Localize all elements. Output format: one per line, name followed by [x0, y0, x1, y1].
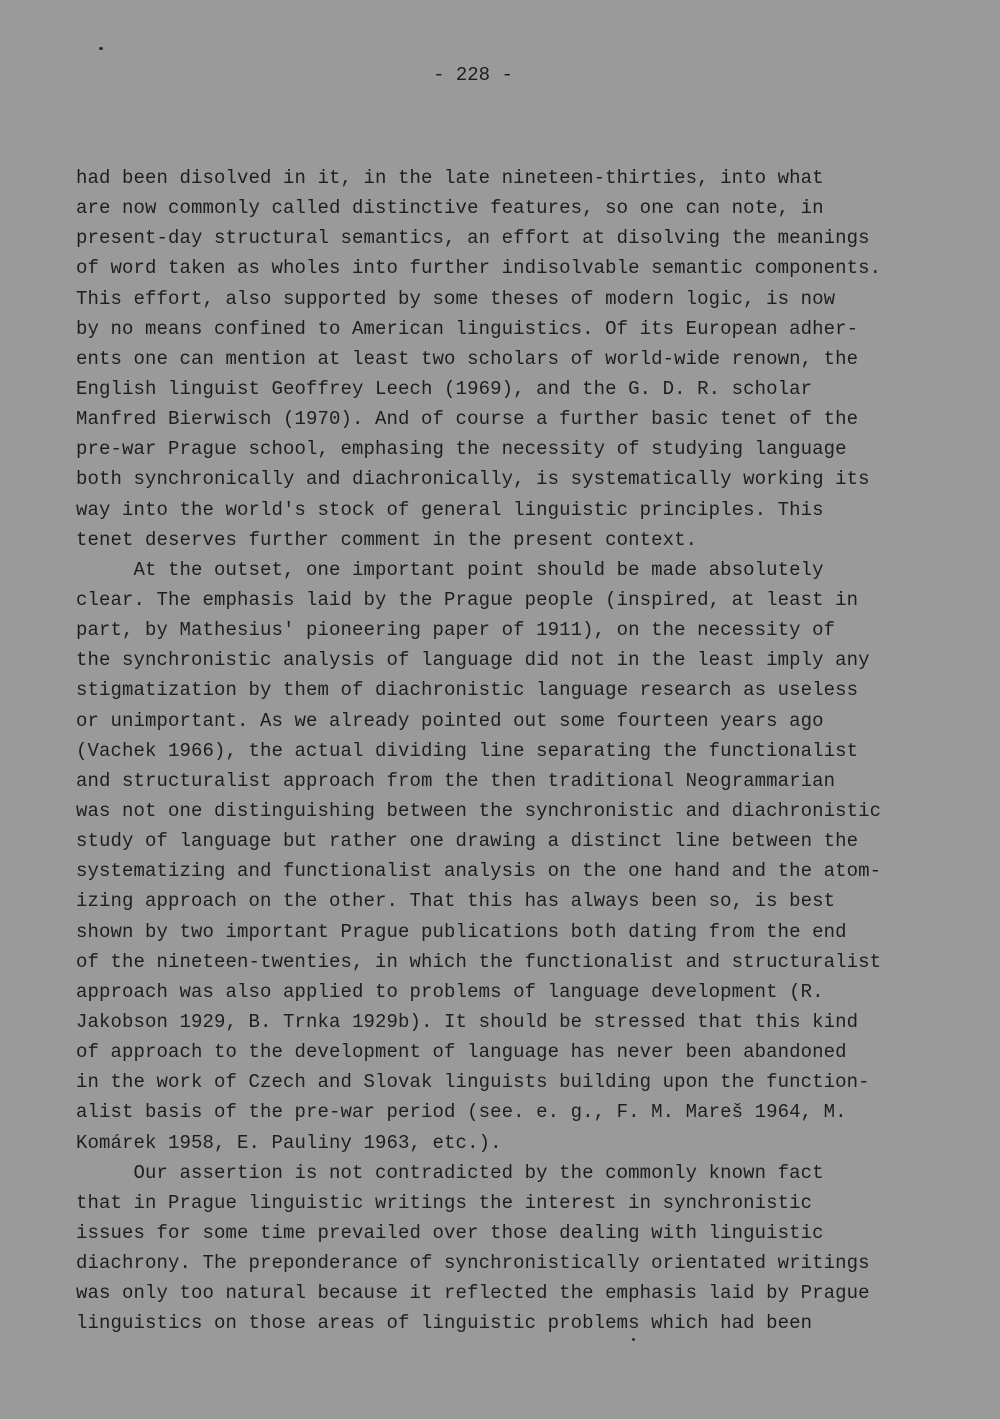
text-line: English linguist Geoffrey Leech (1969), and the G. D. R. scholar [76, 377, 813, 400]
text-line: Manfred Bierwisch (1970). And of course a further basic tenet of the [76, 408, 859, 431]
text-line: Komárek 1958, E. Pauliny 1963, etc.). [76, 1131, 502, 1154]
text-line: This effort, also supported by some theses of modern logic, is now [76, 287, 836, 310]
text-line: izing approach on the other. That this has always been so, is best [76, 890, 836, 913]
text-line: of approach to the development of language has never been abandoned [76, 1041, 847, 1064]
text-line: of word taken as wholes into further indisolvable semantic components. [76, 257, 882, 280]
text-line: was not one distinguishing between the synchronistic and diachronistic [76, 799, 882, 822]
text-line: was only too natural because it reflected the emphasis laid by Prague [76, 1282, 870, 1305]
text-line: systematizing and functionalist analysis on the one hand and the atom- [76, 860, 882, 883]
text-line: both synchronically and diachronically, is systematically working its [76, 468, 870, 491]
text-line: linguistics on those areas of linguistic problems which had been [76, 1312, 813, 1335]
text-line: way into the world's stock of general linguistic principles. This [76, 498, 824, 521]
text-line: of the nineteen-twenties, in which the functionalist and structuralist [76, 950, 882, 973]
text-line: shown by two important Prague publications both dating from the end [76, 920, 847, 943]
text-line: Jakobson 1929, B. Trnka 1929b). It should be stressed that this kind [76, 1010, 859, 1033]
text-line: ents one can mention at least two scholars of world-wide renown, the [76, 347, 859, 370]
text-line: present-day structural semantics, an effort at disolving the meanings [76, 227, 870, 250]
text-line: tenet deserves further comment in the present context. [76, 528, 698, 551]
text-line: the synchronistic analysis of language did not in the least imply any [76, 649, 870, 672]
text-line: that in Prague linguistic writings the interest in synchronistic [76, 1191, 813, 1214]
text-line: had been disolved in it, in the late nineteen-thirties, into what [76, 167, 824, 189]
text-line: alist basis of the pre-war period (see. e. g., F. M. Mareš 1964, M. [76, 1101, 847, 1124]
text-line: by no means confined to American linguistics. Of its European adher- [76, 317, 859, 340]
text-line: or unimportant. As we already pointed out some fourteen years ago [76, 709, 824, 732]
text-line: approach was also applied to problems of language development (R. [76, 980, 824, 1003]
page-number: - 228 - [433, 64, 513, 86]
scan-speck [99, 47, 103, 50]
text-line: diachrony. The preponderance of synchronistically orientated writings [76, 1252, 870, 1275]
text-line: At the outset, one important point should be made absolutely [76, 558, 824, 581]
text-line: are now commonly called distinctive features, so one can note, in [76, 197, 824, 220]
text-line: in the work of Czech and Slovak linguists building upon the function- [76, 1071, 870, 1094]
text-line: and structuralist approach from the then traditional Neogrammarian [76, 769, 836, 792]
text-line: pre-war Prague school, emphasing the necessity of studying language [76, 438, 847, 461]
text-line: (Vachek 1966), the actual dividing line separating the functionalist [76, 739, 859, 762]
text-line: part, by Mathesius' pioneering paper of 1911), on the necessity of [76, 619, 836, 642]
text-line: Our assertion is not contradicted by the commonly known fact [76, 1161, 824, 1184]
body-text [76, 163, 946, 1338]
text-line: stigmatization by them of diachronistic language research as useless [76, 679, 859, 702]
text-line: study of language but rather one drawing a distinct line between the [76, 830, 859, 853]
text-line: clear. The emphasis laid by the Prague people (inspired, at least in [76, 588, 859, 611]
text-line: issues for some time prevailed over those dealing with linguistic [76, 1221, 824, 1244]
